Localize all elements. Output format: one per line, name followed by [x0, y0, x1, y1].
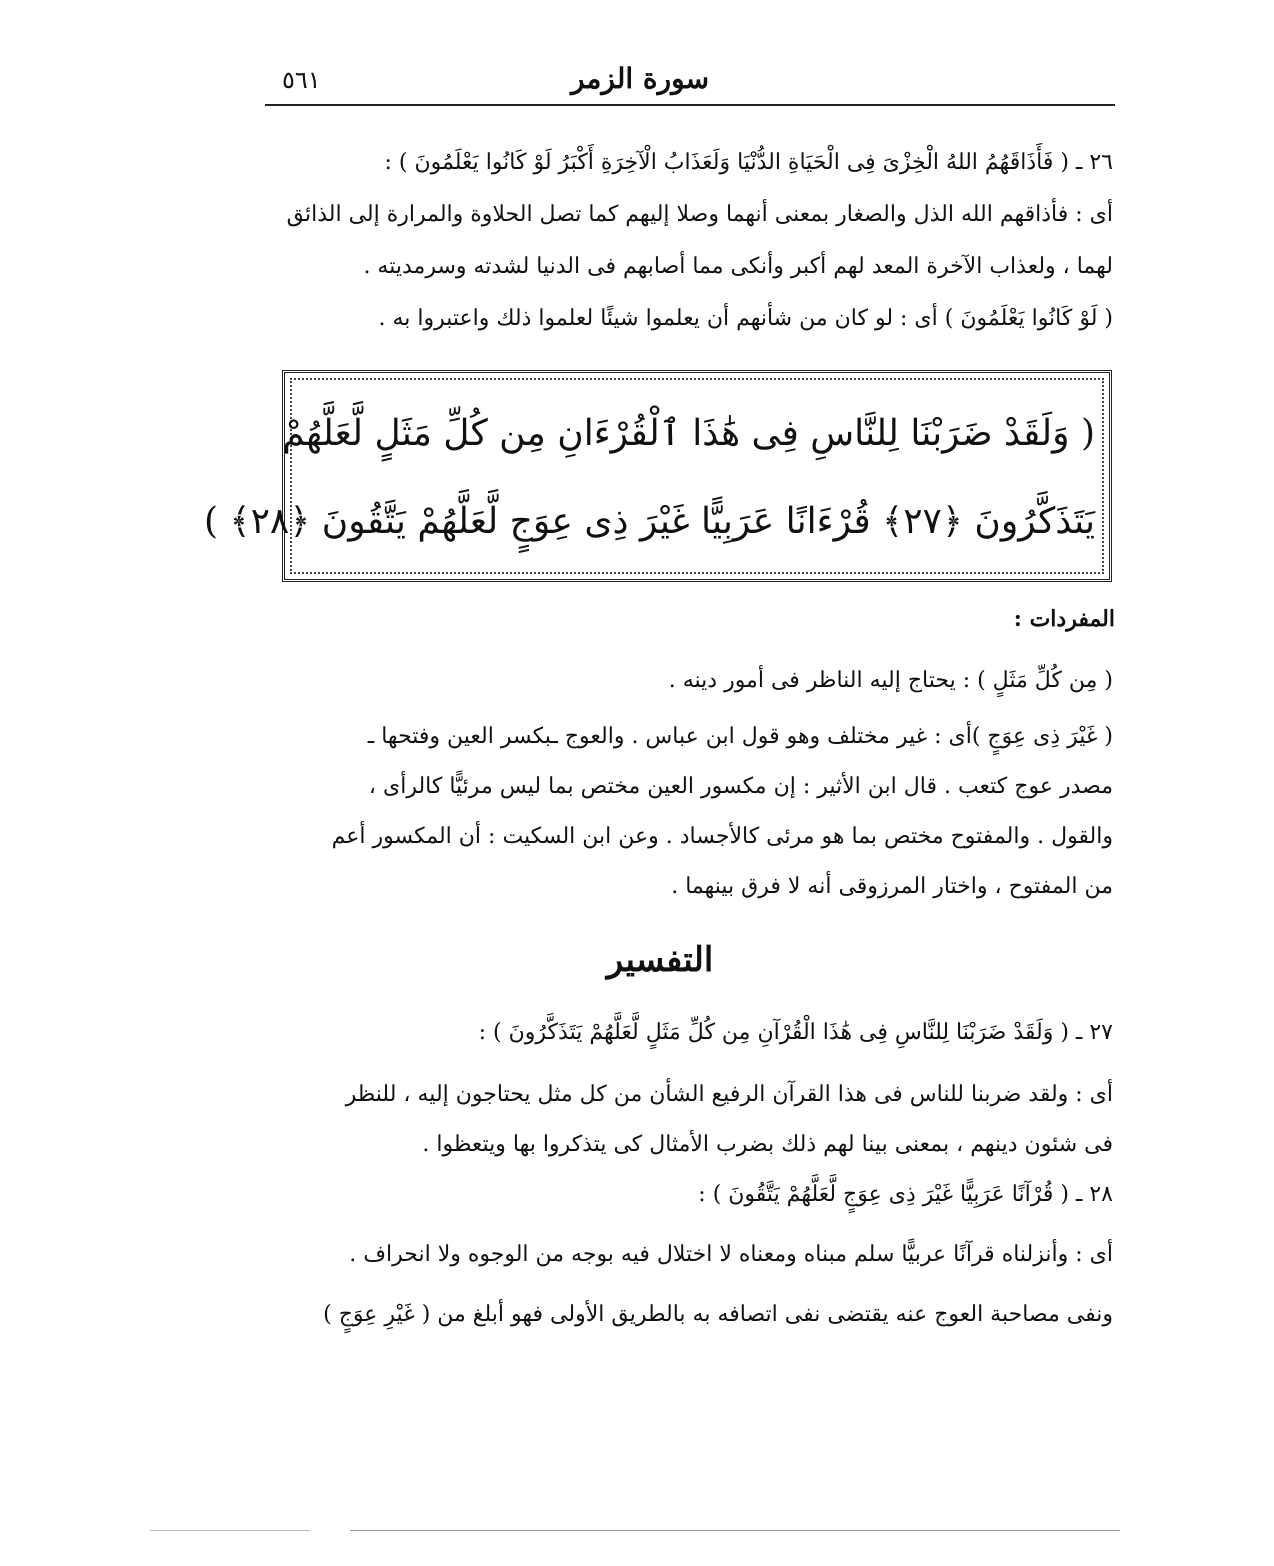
verse-28-line: ٢٨ ـ ( قُرْآنًا عَرَبِيًّا غَيْرَ ذِى عِوَجٍ لَّعَلَّهُمْ يَتَّقُونَ ) :	[698, 1182, 1113, 1207]
tafsir-line: ونفى مصاحبة العوج عنه يقتضى نفى اتصافه به بالطريق الأولى فهو أبلغ من ( غَيْرِ عِوَجٍ )	[323, 1302, 1113, 1327]
verse-box-line: ( وَلَقَدْ ضَرَبْنَا لِلنَّاسِ فِى هَٰذَا ٱلْقُرْءَانِ مِن كُلِّ مَثَلٍ لَّعَلَّهُمْ	[282, 413, 1095, 454]
verse-26-line: ٢٦ ـ ( فَأَذَاقَهُمُ اللهُ الْخِزْىَ فِى الْحَيَاةِ الدُّنْيَا وَلَعَذَابُ الْآخِرَةِ أَكْبَرُ لَوْ كَانُوا يَعْلَمُونَ ) :	[384, 150, 1113, 175]
tafsir-line: أى : ولقد ضربنا للناس فى هذا القرآن الرفيع الشأن من كل مثل يحتاجون إليه ، للنظر	[345, 1082, 1113, 1107]
vocabulary-line: من المفتوح ، واختار المرزوقى أنه لا فرق بينهما .	[671, 874, 1113, 899]
top-commentary	[268, 142, 1113, 340]
vocabulary-section	[268, 660, 1113, 908]
header-rule	[265, 104, 1115, 106]
vocabulary-line: والقول . والمفتوح مختص بما هو مرئى كالأجساد . وعن ابن السكيت : أن المكسور أعم	[331, 824, 1113, 849]
vocabulary-line: مصدر عوج كتعب . قال ابن الأثير : إن مكسور العين مختص بما ليس مرئيًّا كالرأى ،	[368, 774, 1113, 799]
commentary-line: ( لَوْ كَانُوا يَعْلَمُونَ ) أى : لو كان من شأنهم أن يعلموا شيئًا لعلموا ذلك واعتبروا به .	[378, 306, 1113, 331]
footer-rule	[150, 1530, 310, 1531]
tafsir-line: أى : وأنزلناه قرآنًا عربيًّا سلم مبناه ومعناه لا اختلال فيه بوجه من الوجوه ولا انحراف .	[349, 1242, 1113, 1267]
verse-box-text	[203, 390, 1095, 566]
vocabulary-line: ( مِن كُلِّ مَثَلٍ ) : يحتاج إليه الناظر فى أمور دينه .	[668, 668, 1113, 693]
tafsir-line: فى شئون دينهم ، بمعنى بينا لهم ذلك بضرب الأمثال كى يتذكروا بها ويتعظوا .	[422, 1132, 1113, 1157]
vocabulary-label: المفردات :	[1013, 606, 1115, 632]
commentary-line: لهما ، ولعذاب الآخرة المعد لهم أكبر وأنكى مما أصابهم فى الدنيا لشدته وسرمديته .	[363, 254, 1113, 279]
footer-rule	[350, 1530, 1120, 1531]
page-number: ٥٦١	[282, 66, 321, 94]
verse-27-line: ٢٧ ـ ( وَلَقَدْ ضَرَبْنَا لِلنَّاسِ فِى هَٰذَا الْقُرْآنِ مِن كُلِّ مَثَلٍ لَّعَلَّهُمْ يَتَذَكَّرُونَ ) :	[478, 1020, 1113, 1045]
commentary-line: أى : فأذاقهم الله الذل والصغار بمعنى أنهما وصلا إليهم كما تصل الحلاوة والمرارة إلى الذائق	[286, 202, 1113, 227]
tafsir-heading: التفسير	[606, 940, 714, 980]
running-title: سورة الزمر	[570, 62, 710, 95]
verse-box-line: يَتَذَكَّرُونَ ﴿٢٧﴾ قُرْءَانًا عَرَبِيًّا غَيْرَ ذِى عِوَجٍ لَّعَلَّهُمْ يَتَّقُونَ ﴿٢٨﴾ )	[203, 501, 1095, 542]
vocabulary-line: ( غَيْرَ ذِى عِوَجٍ )أى : غير مختلف وهو قول ابن عباس . والعوج ـبكسر العين وفتحها ـ	[367, 724, 1113, 749]
tafsir-section	[268, 1012, 1113, 1336]
